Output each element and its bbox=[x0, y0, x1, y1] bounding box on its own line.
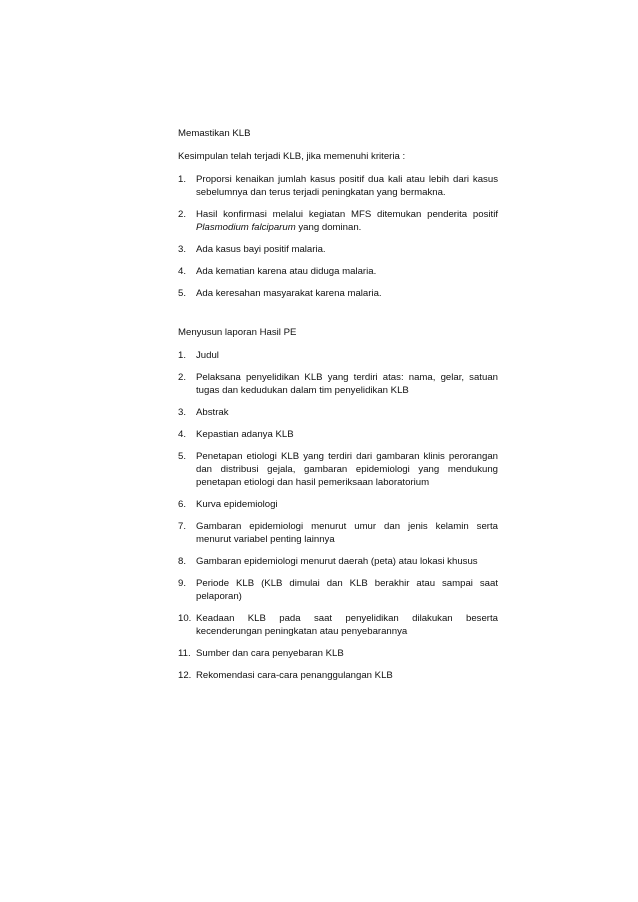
list-item bbox=[178, 520, 498, 546]
list-text: Penetapan etiologi KLB yang terdiri dari gambaran klinis perorangan dan distribusi gejala, gambaran epidemiologi yang mendukung penetapan etiologi dan hasil pemeriksaan laboratorium bbox=[196, 451, 498, 488]
list-text: Keadaan KLB pada saat penyelidikan dilakukan beserta kecenderungan peningkatan atau penyebarannya bbox=[196, 613, 498, 637]
list-text bbox=[196, 208, 498, 234]
list-number: 10. bbox=[178, 613, 192, 624]
list-text: Gambaran epidemiologi menurut umur dan jenis kelamin serta menurut variabel penting lainnya bbox=[196, 521, 498, 545]
report-outline-list bbox=[178, 349, 498, 682]
list-item bbox=[178, 428, 498, 441]
list-text: Sumber dan cara penyebaran KLB bbox=[196, 648, 344, 659]
list-item bbox=[178, 450, 498, 489]
list-number: 2. bbox=[178, 372, 187, 383]
list-number: 9. bbox=[178, 578, 187, 589]
list-number: 8. bbox=[178, 556, 187, 567]
list-item bbox=[178, 349, 498, 362]
list-text-pre: Hasil konfirmasi melalui kegiatan MFS ditemukan penderita positif bbox=[196, 209, 498, 220]
list-text: Abstrak bbox=[196, 407, 229, 418]
list-number: 7. bbox=[178, 521, 187, 532]
list-item bbox=[178, 555, 498, 568]
list-number: 1. bbox=[178, 174, 187, 185]
list-item bbox=[178, 498, 498, 511]
list-text: Gambaran epidemiologi menurut daerah (peta) atau lokasi khusus bbox=[196, 556, 478, 567]
list-text: Ada kematian karena atau diduga malaria. bbox=[196, 266, 377, 277]
list-text: Proporsi kenaikan jumlah kasus positif dua kali atau lebih dari kasus sebelumnya dan terus terjadi peningkatan yang bermakna. bbox=[196, 174, 498, 198]
list-text-post: yang dominan. bbox=[295, 222, 362, 233]
list-item bbox=[178, 406, 498, 419]
list-item bbox=[178, 577, 498, 603]
list-number: 3. bbox=[178, 244, 187, 255]
list-item bbox=[178, 243, 498, 256]
list-item bbox=[178, 208, 498, 234]
list-number: 4. bbox=[178, 429, 187, 440]
list-item bbox=[178, 287, 498, 300]
list-item bbox=[178, 612, 498, 638]
section-title-memastikan-klb: Memastikan KLB bbox=[178, 128, 251, 139]
section-spacer bbox=[178, 309, 498, 326]
list-number: 2. bbox=[178, 209, 187, 220]
document-page bbox=[178, 127, 498, 691]
list-text: Pelaksana penyelidikan KLB yang terdiri atas: nama, gelar, satuan tugas dan kedudukan dalam tim penyelidikan KLB bbox=[196, 372, 498, 396]
list-text: Ada kasus bayi positif malaria. bbox=[196, 244, 326, 255]
species-name: Plasmodium falciparum bbox=[196, 222, 296, 233]
section-intro: Kesimpulan telah terjadi KLB, jika memenuhi kriteria : bbox=[178, 151, 406, 162]
list-number: 3. bbox=[178, 407, 187, 418]
list-number: 5. bbox=[178, 451, 187, 462]
list-item bbox=[178, 173, 498, 199]
list-text: Rekomendasi cara-cara penanggulangan KLB bbox=[196, 670, 393, 681]
list-item bbox=[178, 265, 498, 278]
list-number: 12. bbox=[178, 670, 192, 681]
list-item bbox=[178, 647, 498, 660]
list-text: Ada keresahan masyarakat karena malaria. bbox=[196, 288, 382, 299]
list-number: 4. bbox=[178, 266, 187, 277]
list-text: Periode KLB (KLB dimulai dan KLB berakhir atau sampai saat pelaporan) bbox=[196, 578, 498, 602]
list-number: 11. bbox=[178, 648, 191, 659]
list-number: 6. bbox=[178, 499, 187, 510]
list-text: Kepastian adanya KLB bbox=[196, 429, 294, 440]
criteria-list bbox=[178, 173, 498, 300]
list-item bbox=[178, 371, 498, 397]
section-title-menyusun-laporan: Menyusun laporan Hasil PE bbox=[178, 327, 297, 338]
list-text: Kurva epidemiologi bbox=[196, 499, 278, 510]
list-item bbox=[178, 669, 498, 682]
list-number: 1. bbox=[178, 350, 187, 361]
list-text: Judul bbox=[196, 350, 219, 361]
list-number: 5. bbox=[178, 288, 187, 299]
